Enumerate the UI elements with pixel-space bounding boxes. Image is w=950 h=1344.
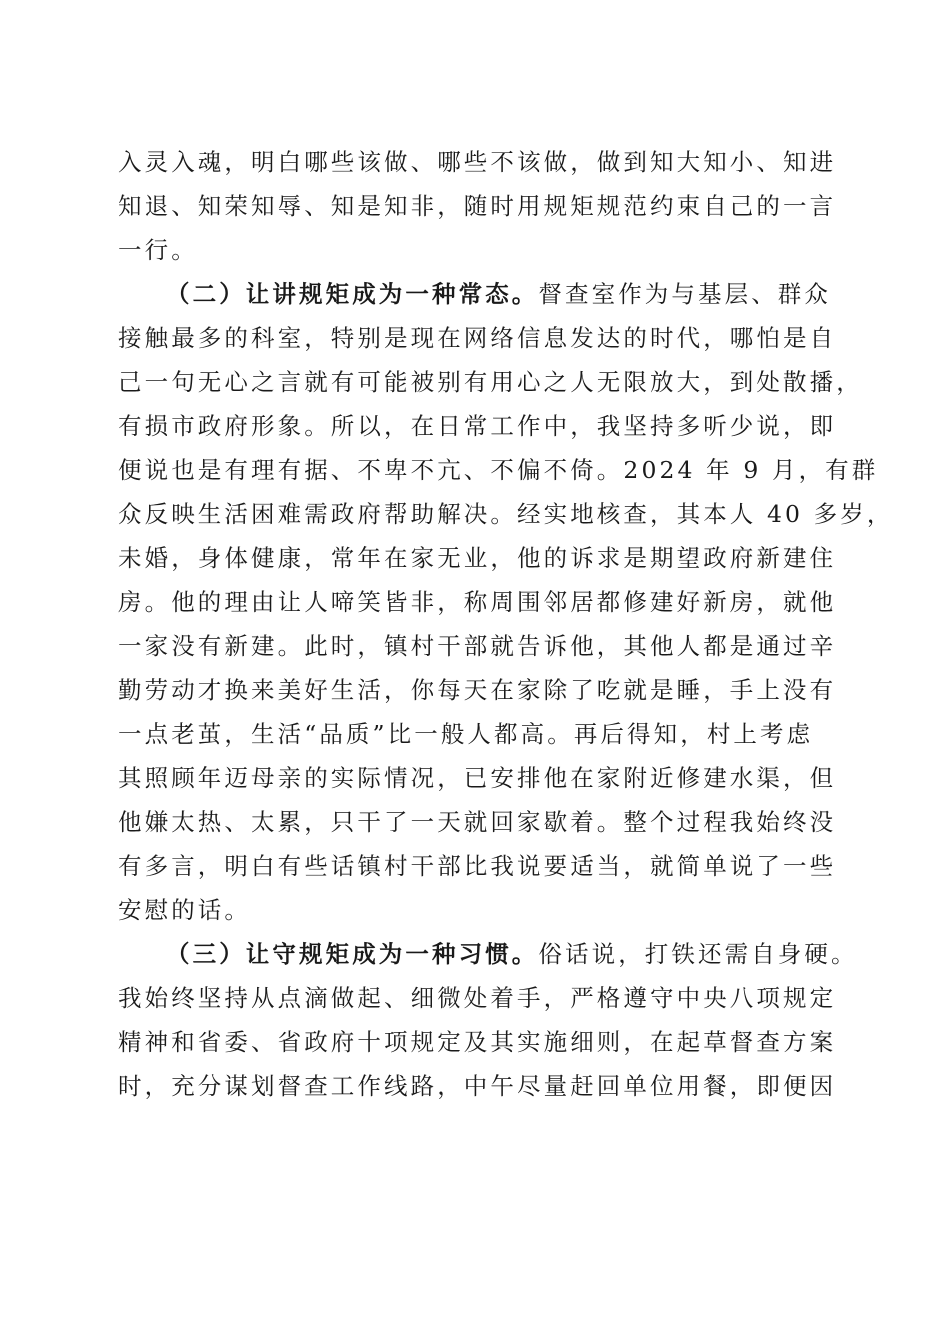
text-line: 他嫌太热、太累，只干了一天就回家歇着。整个过程我始终没 <box>118 808 837 836</box>
paragraph-first-line <box>166 275 838 313</box>
text-line: 接触最多的科室，特别是现在网络信息发达的时代，哪怕是自 <box>118 324 837 352</box>
text-line: 一点老茧，生活“品质”比一般人都高。再后得知，村上考虑 <box>118 720 814 748</box>
text-line: 入灵入魂，明白哪些该做、哪些不该做，做到知大知小、知进 <box>118 148 837 176</box>
text-line: 有多言，明白有些话镇村干部比我说要适当，就简单说了一些 <box>118 852 837 880</box>
text-line: 未婚，身体健康，常年在家无业，他的诉求是期望政府新建住 <box>118 544 837 572</box>
text-line: 一行。 <box>118 236 198 264</box>
paragraph-first-line <box>166 935 858 973</box>
section-heading: （二）让讲规矩成为一种常态。 <box>166 280 539 308</box>
text-line: 便说也是有理有据、不卑不亢、不偏不倚。2024 年 9 月，有群 <box>118 456 879 484</box>
text-span: 俗话说，打铁还需自身硬。 <box>538 940 858 968</box>
text-line: 安慰的话。 <box>118 896 251 924</box>
text-line: 己一句无心之言就有可能被别有用心之人无限放大，到处散播， <box>118 368 863 396</box>
text-line: 房。他的理由让人啼笑皆非，称周围邻居都修建好新房，就他 <box>118 588 837 616</box>
text-line: 时，充分谋划督查工作线路，中午尽量赶回单位用餐，即便因 <box>118 1072 837 1100</box>
text-span: 督查室作为与基层、群众 <box>538 280 832 308</box>
text-line: 知退、知荣知辱、知是知非，随时用规矩规范约束自己的一言 <box>118 192 837 220</box>
text-line: 勤劳动才换来美好生活，你每天在家除了吃就是睡，手上没有 <box>118 676 837 704</box>
text-line: 其照顾年迈母亲的实际情况，已安排他在家附近修建水渠，但 <box>118 764 837 792</box>
text-line: 我始终坚持从点滴做起、细微处着手，严格遵守中央八项规定 <box>118 984 837 1012</box>
text-line: 众反映生活困难需政府帮助解决。经实地核查，其本人 40 多岁， <box>118 500 894 528</box>
text-line: 精神和省委、省政府十项规定及其实施细则，在起草督查方案 <box>118 1028 837 1056</box>
text-line: 一家没有新建。此时，镇村干部就告诉他，其他人都是通过辛 <box>118 632 837 660</box>
text-line: 有损市政府形象。所以，在日常工作中，我坚持多听少说，即 <box>118 412 837 440</box>
section-heading: （三）让守规矩成为一种习惯。 <box>166 940 539 968</box>
